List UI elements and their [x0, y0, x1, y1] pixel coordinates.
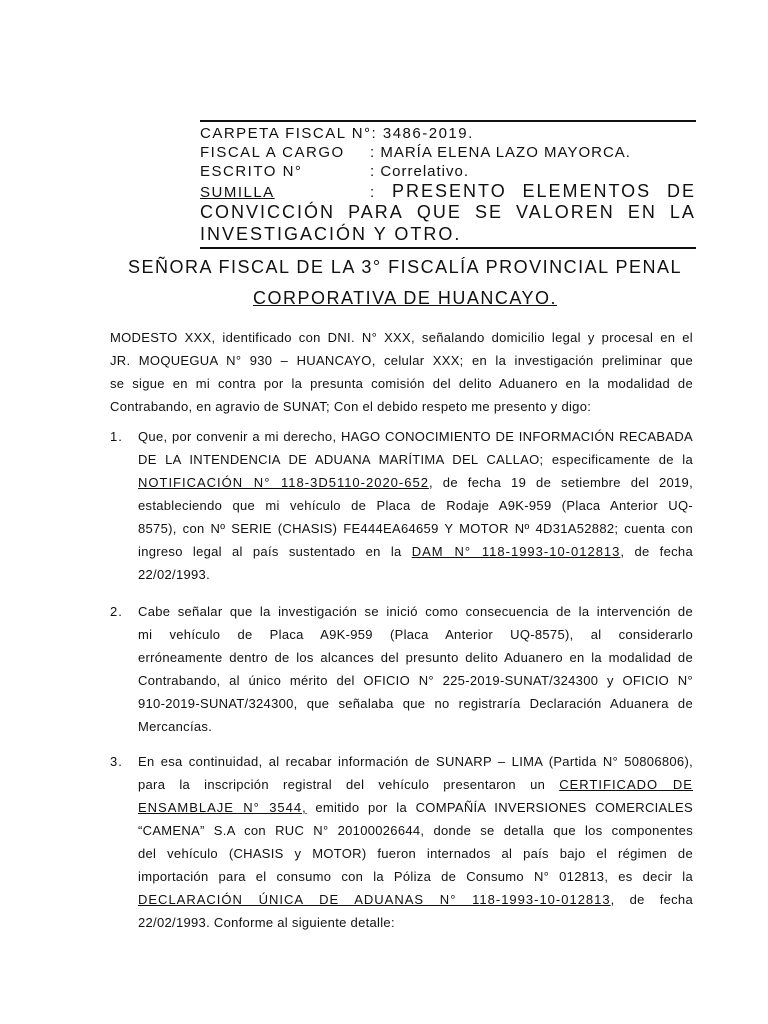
item-line: [138, 471, 693, 494]
escrito-value: : Correlativo.: [370, 163, 470, 180]
item-line: [138, 796, 693, 819]
fiscal-value: : MARÍA ELENA LAZO MAYORCA.: [370, 144, 631, 161]
sumilla-word: CONVICCIÓN: [200, 202, 336, 222]
item-line: 910-2019-SUNAT/324300, que señalaba que no registraría Declaración Aduanera de: [138, 696, 693, 711]
intro-line: se sigue en mi contra por la presunta comisión del delito Aduanero en la modalidad de: [110, 376, 693, 391]
carpeta-fiscal: CARPETA FISCAL N°: 3486-2019.: [200, 125, 474, 142]
sumilla-row: [200, 181, 696, 201]
item-line: 8575), con Nº SERIE (CHASIS) FE444EA64659 Y MOTOR Nº 4D31A52882; cuenta con: [138, 521, 693, 536]
sumilla-label: SUMILLA: [200, 184, 275, 201]
item-line: erróneamente dentro de los alcances del presunto delito Aduanero en la modalidad de: [138, 650, 693, 665]
item-number-2: 2.: [110, 604, 123, 619]
escrito-row: [200, 162, 696, 181]
sumilla-word: VALOREN: [516, 202, 615, 222]
item-text: , de fecha: [610, 892, 693, 907]
intro-line: JR. MOQUEGUA N° 930 – HUANCAYO, celular XXX; en la investigación preliminar que: [110, 353, 693, 368]
item-line: Contrabando, al único mérito del OFICIO N° 225-2019-SUNAT/324300 y OFICIO N°: [138, 673, 693, 688]
item-line: DE LA INTENDENCIA DE ADUANA MARÍTIMA DEL CALLAO; especificamente de la: [138, 452, 693, 467]
item-line: En esa continuidad, al recabar información de SUNARP – LIMA (Partida N° 50806806),: [138, 754, 693, 769]
sumilla-word: EN: [627, 202, 657, 222]
declaracion-reference: DECLARACIÓN ÚNICA DE ADUANAS N° 118-1993-10-012813: [138, 892, 611, 907]
escrito-label: ESCRITO N°: [200, 163, 303, 180]
certificado-reference: CERTIFICADO DE: [559, 777, 693, 792]
item-text: emitido por la COMPAÑÍA INVERSIONES COMERCIALES: [306, 800, 693, 815]
item-line: Cabe señalar que la investigación se inició como consecuencia de la intervención de: [138, 604, 693, 619]
item-2-text: [138, 600, 693, 738]
sumilla-word: LA: [669, 202, 696, 222]
sumilla-word: PARA: [348, 202, 404, 222]
header-top-rule: [200, 120, 696, 122]
fiscal-label: FISCAL A CARGO: [200, 144, 345, 161]
dam-reference: DAM N° 118-1993-10-012813: [411, 544, 621, 559]
item-line: mi vehículo de Placa A9K-959 (Placa Anterior UQ-8575), al considerarlo: [138, 627, 693, 642]
sumilla-word: SE: [474, 202, 503, 222]
header-bottom-rule: [200, 247, 696, 249]
item-line: “CAMENA” S.A con RUC N° 20100026644, donde se detalla que los componentes: [138, 823, 693, 838]
intro-line: Contrabando, en agravio de SUNAT; Con el debido respeto me presento y digo:: [110, 399, 592, 414]
case-header: [200, 120, 696, 249]
ensamblaje-reference: ENSAMBLAJE N° 3544,: [138, 800, 307, 815]
item-line: del vehículo (CHASIS y MOTOR) fueron internados al país bajo el régimen de: [138, 846, 693, 861]
carpeta-row: [200, 124, 696, 143]
item-1-text: [138, 425, 693, 586]
sumilla-line-1: [392, 181, 696, 202]
intro-line: MODESTO XXX, identificado con DNI. N° XXX, señalando domicilio legal y procesal en el: [110, 330, 693, 345]
sumilla-word: ELEMENTOS: [522, 181, 652, 201]
item-line: 22/02/1993. Conforme al siguiente detalle:: [138, 915, 395, 930]
item-3-text: [138, 750, 693, 934]
item-line: [138, 540, 693, 563]
sumilla-line-2: [200, 201, 696, 223]
addressee-line-1: SEÑORA FISCAL DE LA 3° FISCALÍA PROVINCIAL PENAL: [127, 257, 683, 277]
sumilla-word: PRESENTO: [392, 181, 507, 201]
item-text: para la inscripción registral del vehículo presentaron un: [138, 777, 560, 792]
item-text: , de fecha: [620, 544, 693, 559]
sumilla-word: DE: [666, 181, 696, 201]
notificacion-reference: NOTIFICACIÓN N° 118-3D5110-2020-652: [138, 475, 429, 490]
addressee-line-2: CORPORATIVA DE HUANCAYO.: [252, 288, 558, 308]
intro-paragraph: [110, 326, 693, 418]
sumilla-separator: :: [370, 184, 376, 201]
item-text: , de fecha 19 de setiembre del 2019,: [428, 475, 693, 490]
fiscal-row: [200, 143, 696, 162]
item-line: 22/02/1993.: [138, 567, 210, 582]
item-number-1: 1.: [110, 429, 123, 444]
item-number-3: 3.: [110, 754, 123, 769]
sumilla-word: QUE: [416, 202, 462, 222]
item-line: importación para el consumo con la Póliza de Consumo N° 012813, es decir la: [138, 869, 693, 884]
item-line: Mercancías.: [138, 719, 213, 734]
item-text: ingreso legal al país sustentado en la: [138, 544, 412, 559]
item-line: [138, 773, 693, 796]
item-line: estableciendo que mi vehículo de Placa de Rodaje A9K-959 (Placa Anterior UQ-: [138, 498, 693, 513]
item-line: [138, 888, 693, 911]
sumilla-line-3: INVESTIGACIÓN Y OTRO.: [200, 224, 462, 244]
item-line: Que, por convenir a mi derecho, HAGO CONOCIMIENTO DE INFORMACIÓN RECABADA: [138, 429, 693, 444]
